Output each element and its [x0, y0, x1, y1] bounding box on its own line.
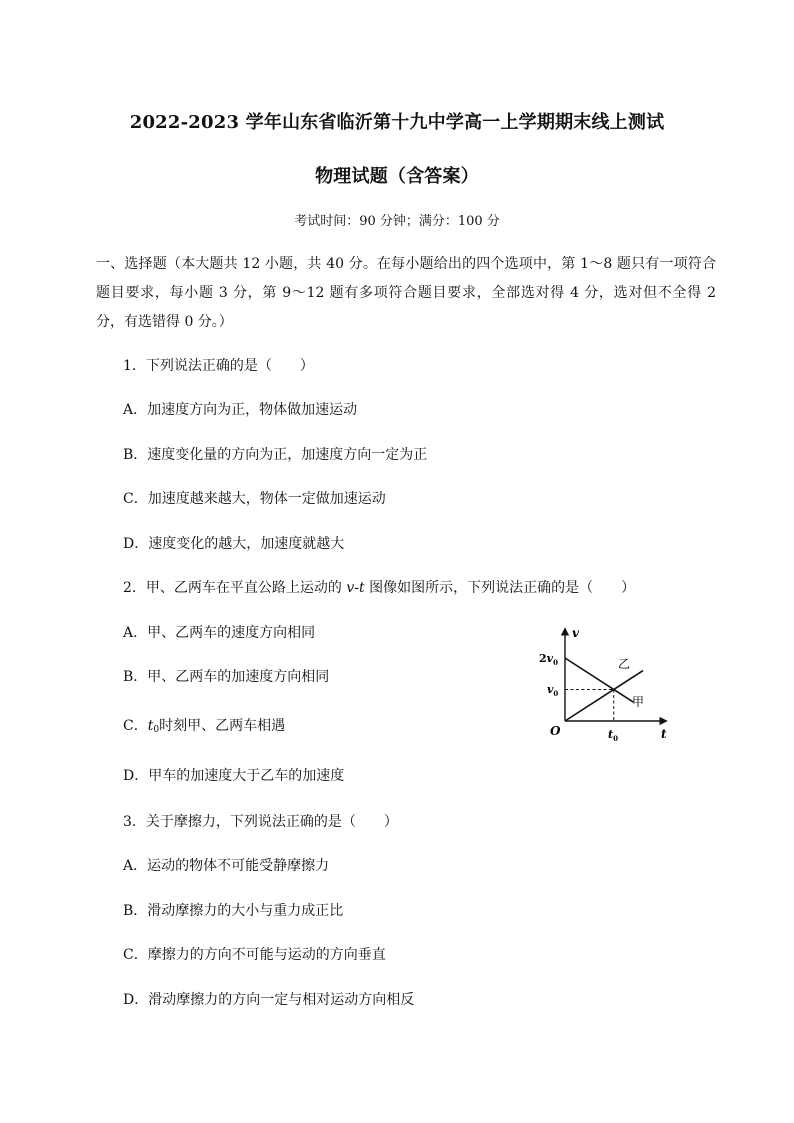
q2-option-c	[123, 716, 285, 740]
y-tick-2v0: $2v_0$	[539, 652, 558, 667]
q2-option-d: D．甲车的加速度大于乙车的加速度	[123, 768, 345, 784]
q1-option-d: D．速度变化的越大，加速度就越大	[123, 536, 345, 552]
q2-stem	[123, 578, 635, 598]
x-tick-t0: $t_0$	[608, 728, 618, 743]
q1-option-a: A．加速度方向为正，物体做加速运动	[123, 402, 358, 418]
q2-option-b: B．甲、乙两车的加速度方向相同	[123, 669, 330, 685]
series-jia-label: 甲	[632, 695, 645, 709]
q1-option-c: C．加速度越来越大，物体一定做加速运动	[123, 491, 386, 507]
q2-option-c-suffix: 时刻甲、乙两车相遇	[159, 718, 286, 734]
q3-option-b: B．滑动摩擦力的大小与重力成正比	[123, 903, 344, 919]
exam-info: 考试时间：90 分钟；满分：100 分	[294, 214, 500, 229]
q3-option-d: D．滑动摩擦力的方向一定与相对运动方向相反	[123, 992, 415, 1008]
y-axis-label: v	[572, 626, 579, 640]
q2-option-c-prefix: C．	[123, 718, 148, 734]
origin-label: O	[550, 724, 561, 738]
q2-option-c-var: t	[147, 718, 154, 734]
exam-title-line1: 2022-2023 学年山东省临沂第十九中学高一上学期期末线上测试	[129, 112, 665, 133]
q2-stem-suffix: 图像如图所示，下列说法正确的是（ ）	[364, 580, 636, 596]
vt-chart	[534, 622, 674, 746]
y-tick-v0: $v_0$	[547, 683, 559, 698]
q2-stem-var: v-t	[346, 580, 365, 596]
exam-title-line2: 物理试题（含答案）	[315, 166, 479, 187]
x-axis-label: t	[661, 727, 667, 741]
q2-stem-prefix: 2．甲、乙两车在平直公路上运动的	[123, 580, 347, 596]
q2-option-a: A．甲、乙两车的速度方向相同	[123, 625, 316, 641]
q1-option-b: B．速度变化量的方向为正，加速度方向一定为正	[123, 447, 428, 463]
section-heading: 一、选择题（本大题共 12 小题，共 40 分。在每小题给出的四个选项中，第 1～8 题只有一项符合题目要求，每小题 3 分，第 9～12 题有多项符合题目要求，全部选对得 4 分，选对但不全得 2 分，有选错得 0 分。）	[96, 256, 716, 330]
q1-stem: 1．下列说法正确的是（ ）	[123, 358, 314, 374]
q3-stem: 3．关于摩擦力，下列说法正确的是（ ）	[123, 814, 398, 830]
q3-option-a: A．运动的物体不可能受静摩擦力	[123, 858, 330, 874]
series-yi-label: 乙	[618, 657, 631, 671]
q3-option-c: C．摩擦力的方向不可能与运动的方向垂直	[123, 947, 386, 963]
q2-option-c-sub: 0	[153, 725, 160, 735]
